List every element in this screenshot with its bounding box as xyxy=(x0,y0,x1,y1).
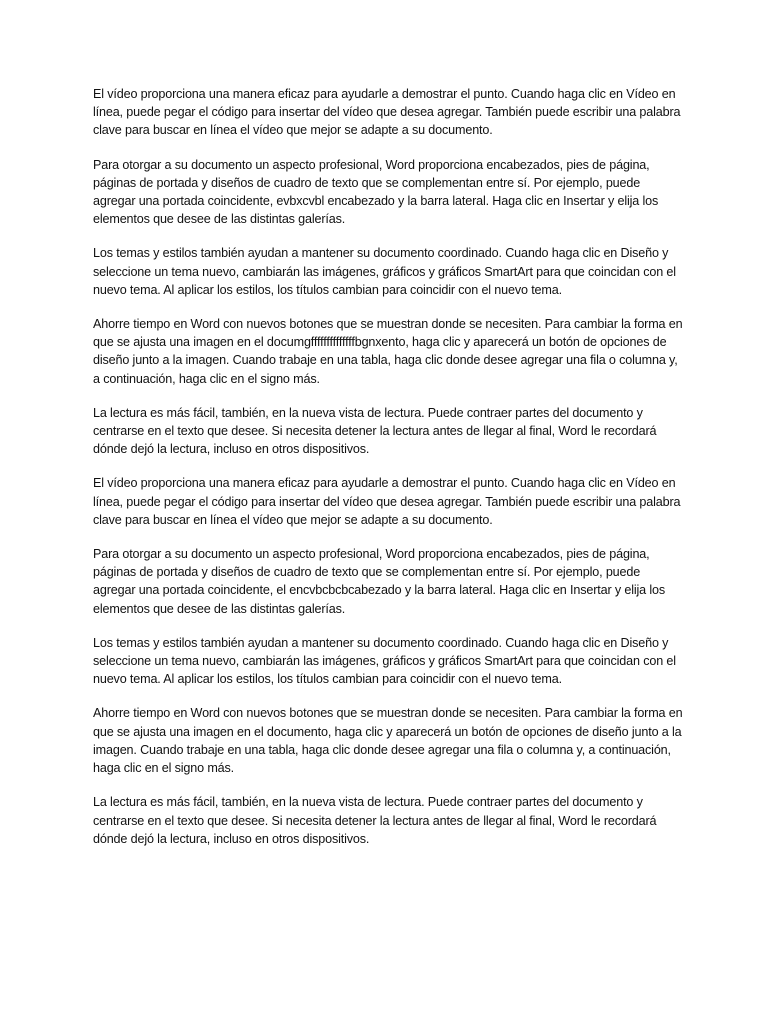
paragraph-5: La lectura es más fácil, también, en la nueva vista de lectura. Puede contraer partes del documento y centrarse en el texto que desee. Si necesita detener la lectura antes de llegar al final, Word le recordará dónde dejó la lectura, incluso en otros dispositivos. xyxy=(93,405,657,457)
document-body xyxy=(93,85,683,864)
paragraph-4: Ahorre tiempo en Word con nuevos botones que se muestran donde se necesiten. Para cambiar la forma en que se ajusta una imagen en el documgffffffffffffffbgnxento, haga clic y aparecerá un botón de opciones de diseño junto a la imagen. Cuando trabaje en una tabla, haga clic donde desee agregar una fila o columna y, a continuación, haga clic en el signo más. xyxy=(93,317,683,386)
paragraph-3: Los temas y estilos también ayudan a mantener su documento coordinado. Cuando haga clic en Diseño y seleccione un tema nuevo, cambiarán las imágenes, gráficos y gráficos SmartArt para que coincidan con el nuevo tema. Al aplicar los estilos, los títulos cambian para coincidir con el nuevo tema. xyxy=(93,246,676,297)
paragraph-9: Ahorre tiempo en Word con nuevos botones que se muestran donde se necesiten. Para cambiar la forma en que se ajusta una imagen en el documento, haga clic y aparecerá un botón de opciones de diseño junto a la imagen. Cuando trabaje en una tabla, haga clic donde desee agregar una fila o columna y, a continuación, haga clic en el signo más. xyxy=(93,706,683,776)
paragraph-10: La lectura es más fácil, también, en la nueva vista de lectura. Puede contraer partes del documento y centrarse en el texto que desee. Si necesita detener la lectura antes de llegar al final, Word le recordará dónde dejó la lectura, incluso en otros dispositivos. xyxy=(93,795,657,846)
paragraph-8: Los temas y estilos también ayudan a mantener su documento coordinado. Cuando haga clic en Diseño y seleccione un tema nuevo, cambiarán las imágenes, gráficos y gráficos SmartArt para que coincidan con el nuevo tema. Al aplicar los estilos, los títulos cambian para coincidir con el nuevo tema. xyxy=(93,635,676,687)
paragraph-6: El vídeo proporciona una manera eficaz para ayudarle a demostrar el punto. Cuando haga clic en Vídeo en línea, puede pegar el código para insertar del vídeo que desea agregar. También puede escribir una palabra clave para buscar en línea el vídeo que mejor se adapte a su documento. xyxy=(93,476,681,527)
paragraph-1: El vídeo proporciona una manera eficaz para ayudarle a demostrar el punto. Cuando haga clic en Vídeo en línea, puede pegar el código para insertar del vídeo que desea agregar. También puede escribir una palabra clave para buscar en línea el vídeo que mejor se adapte a su documento. xyxy=(93,87,681,138)
paragraph-7: Para otorgar a su documento un aspecto profesional, Word proporciona encabezados, pies de página, páginas de portada y diseños de cuadro de texto que se complementan entre sí. Por ejemplo, puede agregar una portada coincidente, el encvbcbcbcabezado y la barra lateral. Haga clic en Insertar y elija los elementos que desee de las distintas galerías. xyxy=(93,547,666,616)
paragraph-2: Para otorgar a su documento un aspecto profesional, Word proporciona encabezados, pies de página, páginas de portada y diseños de cuadro de texto que se complementan entre sí. Por ejemplo, puede agregar una portada coincidente, evbxcvbl encabezado y la barra lateral. Haga clic en Insertar y elija los elementos que desee de las distintas galerías. xyxy=(93,157,659,227)
